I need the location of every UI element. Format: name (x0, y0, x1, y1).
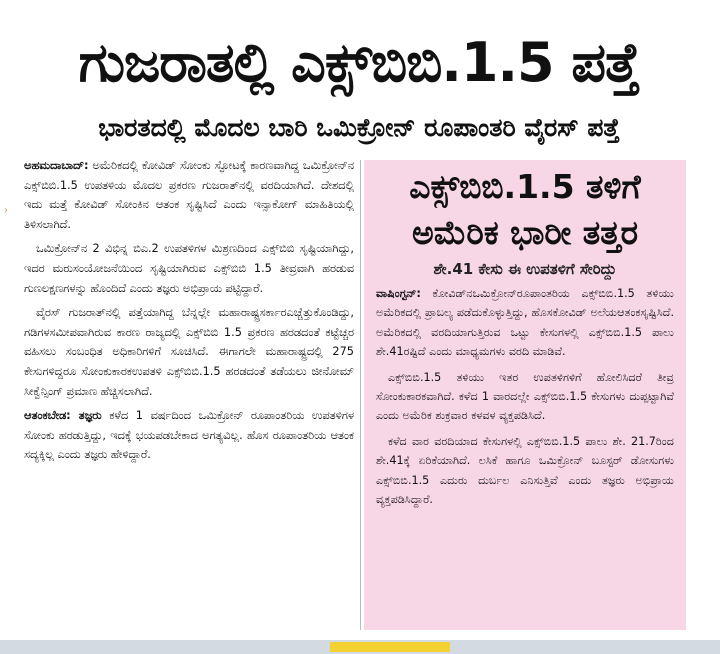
sidebar-box (364, 160, 686, 630)
headline: ಗುಜರಾತಲ್ಲಿ ಎಕ್ಸ್‌ಬಿಬಿ.1.5 ಪತ್ತೆ (78, 31, 640, 94)
article-paragraph-1 (24, 156, 354, 234)
sidebar-title: ಎಕ್ಸ್‌ಬಿಬಿ.1.5 ತಳಿಗೆ ಅಮೆರಿಕ ಭಾರೀ ತತ್ತರ (409, 167, 641, 252)
main-article-column (24, 156, 354, 634)
subheadline: ಭಾರತದಲ್ಲಿ ಮೊದಲ ಬಾರಿ ಒಮಿಕ್ರೋನ್ ರೂಪಾಂತರಿ ವೈರಸ್ ಪತ್ತೆ (98, 113, 620, 142)
sidebar-paragraph-3: ಕಳೆದ ವಾರ ವರದಿಯಾದ ಕೇಸುಗಳಲ್ಲಿ ಎಕ್ಸ್‌ಬಿಬಿ.1.5 ಪಾಲು ಶೇ. 21.7ರಿಂದ ಶೇ.41ಕ್ಕೆ ಏರಿಕೆಯಾಗಿದೆ. ಲಸಿಕೆ ಹಾಗೂ ಒಮಿಕ್ರೋನ್ ಬೂಸ್ಟರ್ ಡೋಸುಗಳು ಎಕ್ಸ್‌ಬಿಬಿ.1.5 ಎದುರು ದುರ್ಬಲ ಎನಿಸುತ್ತಿವೆ ಎಂದು ತಜ್ಞರು ಅಭಿಪ್ರಾಯ ವ್ಯಕ್ತಪಡಿಸಿದ್ದಾರೆ. (376, 434, 674, 507)
margin-mark: › (4, 205, 8, 216)
paragraph-text: ಕೋವಿಡ್‌ನಒಮಿಕ್ರೋನ್‌ರೂಪಾಂತರಿಯ ಎಕ್ಸ್‌ಬಿಬಿ.1.5 ತಳಿಯು ಅಮೆರಿಕದಲ್ಲಿ ಪ್ರಾಬಲ್ಯ ಪಡೆದುಕೊಳ್ಳುತ್ತಿದ್ದು, ಹೊಸಕೋವಿಡ್ ಅಲೆಯಆತಂಕಸೃಷ್ಟಿಸಿದೆ. ಅಮೆರಿಕದಲ್ಲಿ ವರದಿಯಾಗುತ್ತಿರುವ ಒಟ್ಟು ಕೇಸುಗಳಲ್ಲಿ ಎಕ್ಸ್‌ಬಿಬಿ.1.5 ಪಾಲು ಶೇ.41ರಷ್ಟಿದೆ ಎಂದು ಮಾಧ್ಯಮಗಳು ವರದಿ ಮಾಡಿವೆ. (376, 287, 674, 359)
dateline: ಅಹಮದಾಬಾದ್: (24, 159, 89, 172)
sidebar-body (376, 284, 674, 515)
left-margin-strip (0, 0, 22, 654)
sidebar-subtitle: ಶೇ.41 ಕೇಸು ಈ ಉಪತಳಿಗೆ ಸೇರಿದ್ದು (433, 260, 617, 278)
bottom-highlight (330, 642, 450, 652)
article-paragraph-4 (24, 406, 354, 465)
sidebar-paragraph-2: ಎಕ್ಸ್‌ಬಿಬಿ.1.5 ತಳಿಯು ಇತರ ಉಪತಳಿಗಳಿಗೆ ಹೋಲಿಸಿದರೆ ತೀವ್ರ ಸೋಂಕುಕಾರಕವಾಗಿದೆ. ಕಳೆದ 1 ವಾರದಲ್ಲೇ ಎಕ್ಸ್‌ಬಿಬಿ.1.5 ಕೇಸುಗಳು ದುಪ್ಪಟ್ಟಾಗಿವೆ ಎಂದು ಅಮೆರಿಕ ಶುಕ್ರವಾರ ಕಳವಳ ವ್ಯಕ್ತಪಡಿಸಿದೆ. (376, 370, 674, 423)
paragraph-text: ಕಳೆದ 1 ವರ್ಷದಿಂದ ಒಮಿಕ್ರೋನ್ ರೂಪಾಂತರಿಯ ಉಪತಳಿಗಳ ಸೋಂಕು ಹರಡುತ್ತಿದ್ದು, ಇದಕ್ಕೆ ಭಯಪಡಬೇಕಾದ ಅಗತ್ಯವಿಲ್ಲ. ಹೊಸ ರೂಪಾಂತರಿಯ ಆತಂಕ ಸದ್ಯಕ್ಕಿಲ್ಲ ಎಂದು ತಜ್ಞರು ಹೇಳಿದ್ದಾರೆ. (24, 409, 354, 462)
sidebar-dateline: ವಾಷಿಂಗ್ಟನ್: (376, 287, 421, 300)
section-lead: ಆತಂಕಬೇಡ: ತಜ್ಞರು (24, 409, 102, 423)
sidebar-paragraph-1 (376, 284, 674, 362)
column-divider (360, 160, 361, 630)
paragraph-text: ಅಮೆರಿಕದಲ್ಲಿ ಕೋವಿಡ್ ಸೋಂಕು ಸ್ಫೋಟಕ್ಕೆ ಕಾರಣವಾಗಿದ್ದ ಒಮಿಕ್ರೋನ್‌ನ ಎಕ್ಸ್‌ಬಿಬಿ.1.5 ಉಪತಳಿಯ ಮೊದಲ ಪ್ರಕರಣ ಗುಜರಾತ್‌ನಲ್ಲಿ ವರದಿಯಾಗಿದೆ. ದೇಶದಲ್ಲಿ ಇದು ಮತ್ತೆ ಕೋವಿಡ್ ಸೋಂಕಿನ ಆತಂಕ ಸೃಷ್ಟಿಸಿದೆ ಎಂದು ಇನ್ಸಾಕೋಗ್ ಮಾಹಿತಿಯಲ್ಲಿ ತಿಳಿಸಲಾಗಿದೆ. (24, 159, 354, 231)
bottom-bar (0, 640, 720, 654)
article-paragraph-2: ಒಮಿಕ್ರೋನ್‌ನ 2 ವಿಭಿನ್ನ ಬಿಎ.2 ಉಪತಳಿಗಳ ಮಿಶ್ರಣದಿಂದ ಎಕ್ಸ್‌ಬಿಬಿ ಸೃಷ್ಟಿಯಾಗಿದ್ದು, ಇದರ ಮರುಸಂಯೋಜನೆಯಿಂದ ಸೃಷ್ಟಿಯಾಗಿರುವ ಎಕ್ಸ್‌ಬಿಬಿ 1.5 ತೀವ್ರವಾಗಿ ಹರಡುವ ಗುಣಲಕ್ಷಣಗಳನ್ನು ಹೊಂದಿದೆ ಎಂದು ತಜ್ಞರು ಅಭಿಪ್ರಾಯ ಪಟ್ಟಿದ್ದಾರೆ. (24, 242, 354, 295)
article-paragraph-3: ವೈರಸ್ ಗುಜರಾತ್‌ನಲ್ಲಿ ಪತ್ತೆಯಾಗಿದ್ದ ಬೆನ್ನಲ್ಲೇ ಮಹಾರಾಷ್ಟ್ರಸರ್ಕಾರಎಚ್ಚೆತ್ತುಕೊಂಡಿದ್ದು, ಗಡಿಗಳಸಮೀಪವಾಗಿರುವ ಕಾರಣ ರಾಜ್ಯದಲ್ಲಿ ಎಕ್ಸ್‌ಬಿಬಿ 1.5 ಪ್ರಕರಣ ಹರಡದಂತೆ ಕಟ್ಟೆಚ್ಚರ ವಹಿಸಲು ಸಂಬಂಧಿತ ಅಧಿಕಾರಿಗಳಿಗೆ ಸೂಚಿಸಿದೆ. ಈಗಾಗಲೇ ಮಹಾರಾಷ್ಟ್ರದಲ್ಲಿ 275 ಕೇಸುಗಳಿದ್ದರೂ ಸೋಂಕುಕಾರಕಉಪತಳಿ ಎಕ್ಸ್‌ಬಿಬಿ.1.5 ಹರಡದಂತೆ ತಡೆಯಲು ಜೀನೋಮ್ ಸೀಕ್ವೆನ್ಸಿಂಗ್ ಪ್ರಮಾಣ ಹೆಚ್ಚಿಸಲಾಗಿದೆ. (24, 306, 354, 398)
